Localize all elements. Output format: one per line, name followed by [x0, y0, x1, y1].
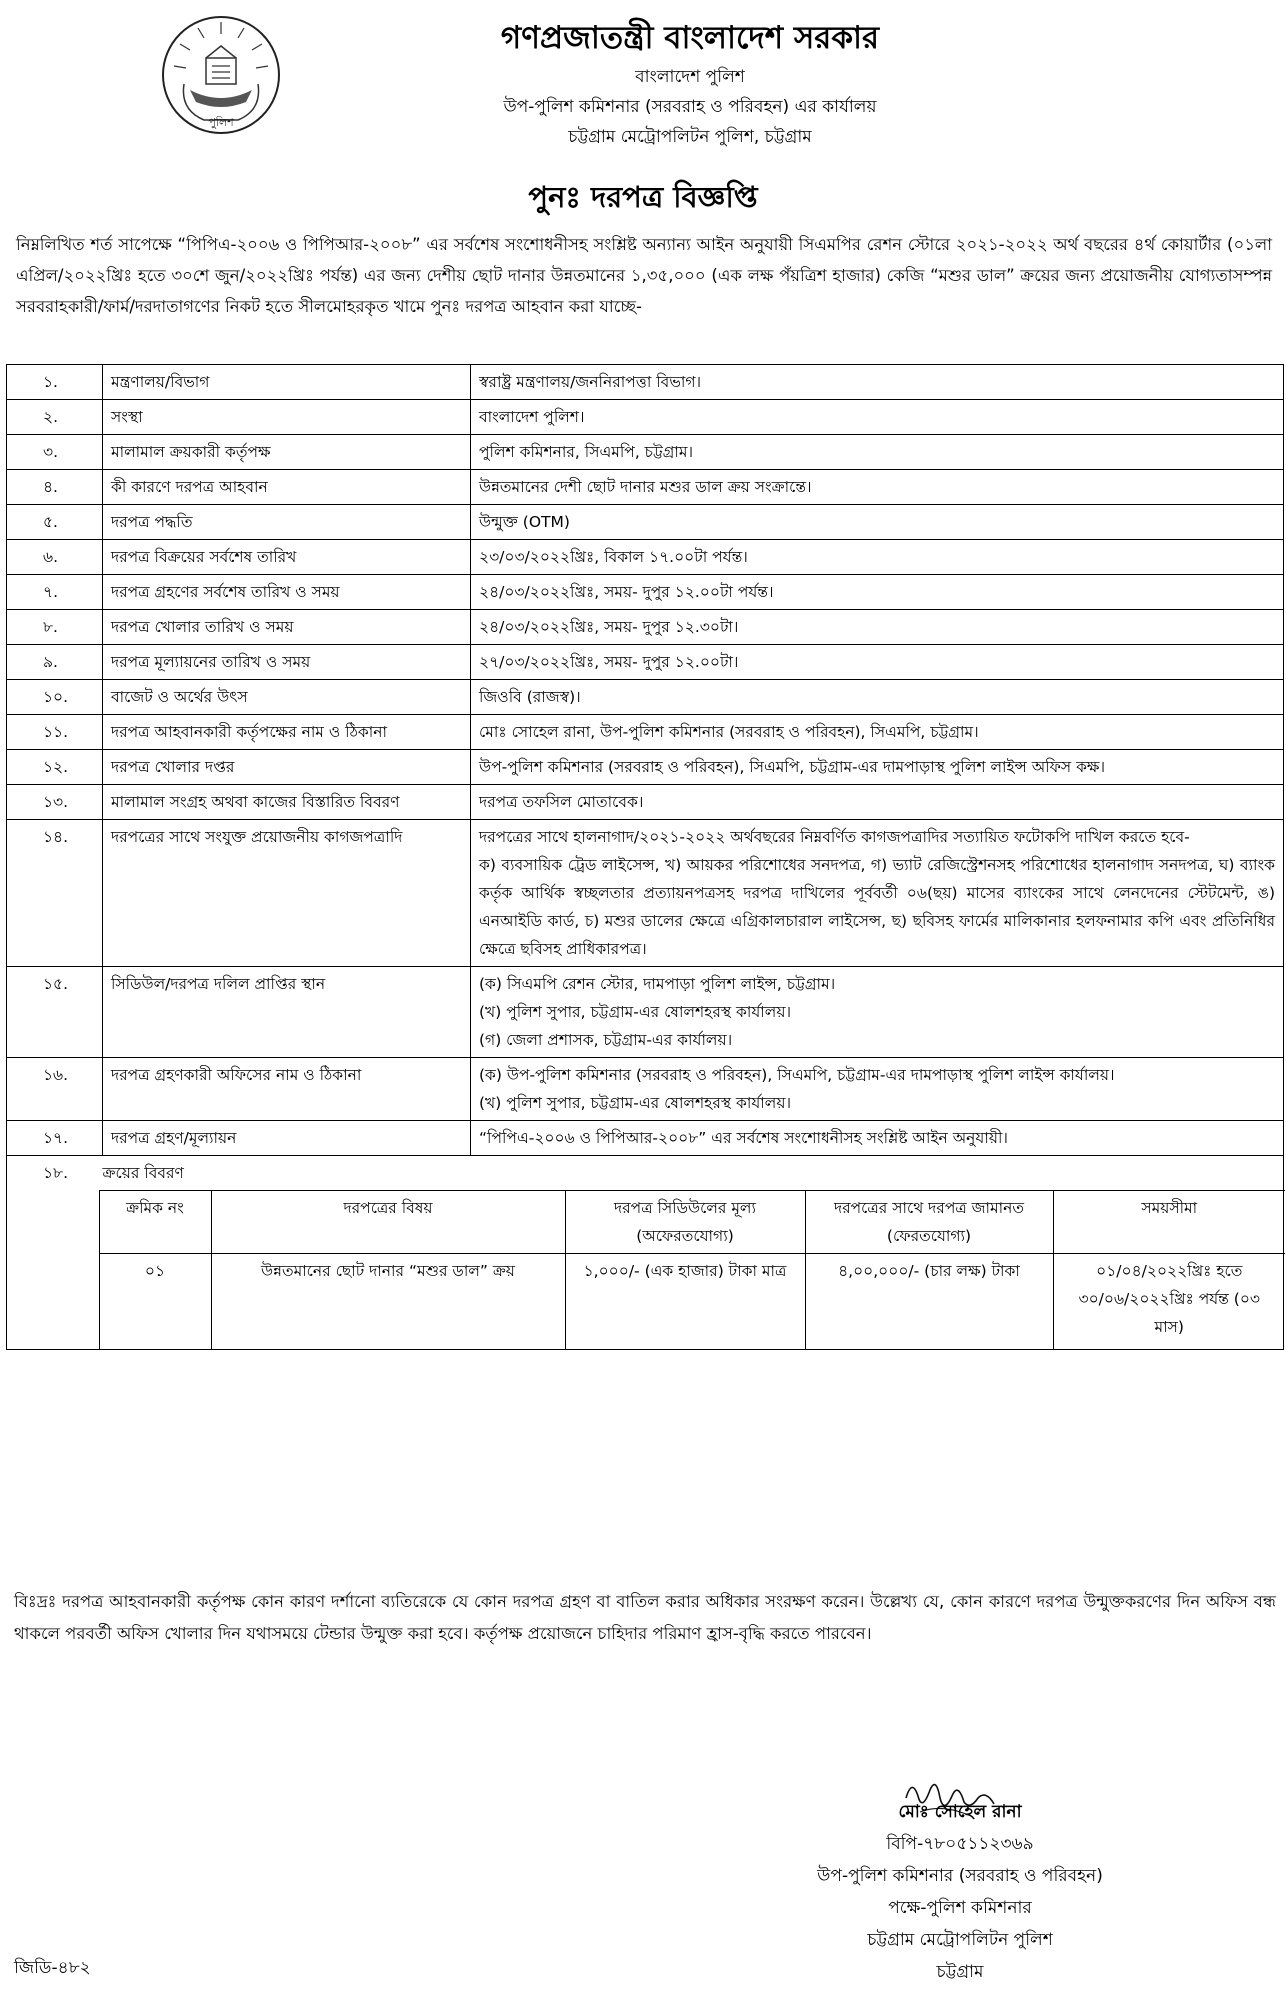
row-item: দরপত্রের সাথে সংযুক্ত প্রয়োজনীয় কাগজপত্রাদি	[103, 820, 471, 967]
svg-text:পুলিশ: পুলিশ	[208, 116, 234, 129]
row-value	[471, 680, 1284, 715]
table-row	[7, 785, 1284, 820]
row-value	[471, 750, 1284, 785]
row-value-line: (গ) জেলা প্রশাসক, চট্টগ্রাম-এর কার্যালয়।	[479, 1031, 733, 1049]
table-row	[7, 750, 1284, 785]
row-value	[471, 400, 1284, 435]
row-item: দরপত্র বিক্রয়ের সর্বশেষ তারিখ	[103, 540, 471, 575]
letterhead	[300, 14, 1080, 152]
memo-number: জিডি-৪৮২	[14, 1958, 91, 1978]
row-value-line: (খ) পুলিশ সুপার, চট্টগ্রাম-এর ষোলশহরস্থ কার্যালয়।	[479, 1003, 792, 1021]
location-line: চট্টগ্রাম মেট্রোপলিটন পুলিশ, চট্টগ্রাম	[568, 127, 812, 147]
signatory-designation: উপ-পুলিশ কমিশনার (সরবরাহ ও পরিবহন)	[817, 1866, 1103, 1886]
police-seal-logo	[160, 14, 282, 136]
notice-title: পুনঃ দরপত্র বিজ্ঞপ্তি	[528, 180, 758, 214]
purchase-cell: ০১	[99, 1254, 211, 1350]
table-row	[7, 540, 1284, 575]
row-value-line: মোঃ সোহেল রানা, উপ-পুলিশ কমিশনার (সরবরাহ ও পরিবহন), সিএমপি, চট্টগ্রাম।	[479, 723, 979, 741]
row-serial: ১৬.	[7, 1058, 103, 1121]
table-row	[7, 470, 1284, 505]
row-item: দরপত্র আহবানকারী কর্তৃপক্ষের নাম ও ঠিকানা	[103, 715, 471, 750]
row-value-line: বাংলাদেশ পুলিশ।	[479, 408, 585, 426]
row-value-line: উন্মুক্ত (OTM)	[479, 513, 570, 531]
table-row-purchase	[7, 1156, 1284, 1350]
signatory-unit: চট্টগ্রাম মেট্রোপলিটন পুলিশ	[867, 1930, 1053, 1950]
row-value	[471, 785, 1284, 820]
row-value-line: দরপত্র তফসিল মোতাবেক।	[479, 793, 644, 811]
row-item: দরপত্র গ্রহণের সর্বশেষ তারিখ ও সময়	[103, 575, 471, 610]
row-value-line: স্বরাষ্ট্র মন্ত্রণালয়/জননিরাপত্তা বিভাগ।	[479, 373, 702, 391]
row-serial: ২.	[7, 400, 103, 435]
row-serial: ১০.	[7, 680, 103, 715]
office-line: উপ-পুলিশ কমিশনার (সরবরাহ ও পরিবহন) এর কার্যালয়	[503, 97, 877, 117]
row-value-line: জিওবি (রাজস্ব)।	[479, 688, 581, 706]
signatory-name: মোঃ সোহেল রানা	[898, 1802, 1022, 1822]
signatory-on-behalf: পক্ষে-পুলিশ কমিশনার	[888, 1898, 1032, 1918]
purchase-header-cell: সময়সীমা	[1053, 1191, 1285, 1254]
row-serial: ১৭.	[7, 1121, 103, 1156]
government-title: গণপ্রজাতন্ত্রী বাংলাদেশ সরকার	[500, 20, 880, 56]
row-value-line: “পিপিএ-২০০৬ ও পিপিআর-২০০৮” এর সর্বশেষ সংশোধনীসহ সংশ্লিষ্ট আইন অনুযায়ী।	[479, 1129, 1008, 1147]
row-value-line: ২৭/০৩/২০২২খ্রিঃ, সময়- দুপুর ১২.০০টা।	[479, 653, 739, 671]
row-item: মালামাল সংগ্রহ অথবা কাজের বিস্তারিত বিবরণ	[103, 785, 471, 820]
row-item: দরপত্র মূল্যায়নের তারিখ ও সময়	[103, 645, 471, 680]
signatory-bp: বিপি-৭৮০৫১১২৩৬৯	[886, 1834, 1034, 1854]
row-value	[471, 610, 1284, 645]
row-value-line: (খ) পুলিশ সুপার, চট্টগ্রাম-এর ষোলশহরস্থ কার্যালয়।	[479, 1094, 792, 1112]
row-item: দরপত্র খোলার দপ্তর	[103, 750, 471, 785]
table-row	[7, 645, 1284, 680]
row-value	[471, 470, 1284, 505]
intro-paragraph: নিম্নলিখিত শর্ত সাপেক্ষে “পিপিএ-২০০৬ ও পিপিআর-২০০৮” এর সর্বশেষ সংশোধনীসহ সংশ্লিষ্ট অন্যান্য আইন অনুযায়ী সিএমপির রেশন স্টোরে ২০২১-২০২২ অর্থ বছরের ৪র্থ কোয়ার্টার (০১লা এপ্রিল/২০২২খ্রিঃ হতে ৩০শে জুন/২০২২খ্রিঃ পর্যন্ত) এর জন্য দেশীয় ছোট দানার উন্নতমানের ১,৩৫,০০০ (এক লক্ষ পঁয়ত্রিশ হাজার) কেজি “মশুর ডাল” ক্রয়ের জন্য প্রয়োজনীয় যোগ্যতাসম্পন্ন সরবরাহকারী/ফার্ম/দরদাতাগণের নিকট হতে সীলমোহরকৃত খামে পুনঃ দরপত্র আহবান করা যাচ্ছে-	[16, 235, 1272, 316]
table-row	[7, 967, 1284, 1058]
row-value-line: ২৪/০৩/২০২২খ্রিঃ, সময়- দুপুর ১২.৩০টা।	[479, 618, 739, 636]
purchase-header-cell: দরপত্রের সাথে দরপত্র জামানত (ফেরতযোগ্য)	[805, 1191, 1053, 1254]
row-serial: ৩.	[7, 435, 103, 470]
row-value-line: (ক) উপ-পুলিশ কমিশনার (সরবরাহ ও পরিবহন), সিএমপি, চট্টগ্রাম-এর দামপাড়াস্থ পুলিশ লাইন্স কার্যালয়।	[479, 1066, 1115, 1084]
row-serial: ৫.	[7, 505, 103, 540]
row-serial: ৪.	[7, 470, 103, 505]
table-row	[7, 610, 1284, 645]
department-line: বাংলাদেশ পুলিশ	[635, 67, 745, 87]
row-item: মন্ত্রণালয়/বিভাগ	[103, 365, 471, 400]
footnote: বিঃদ্রঃ দরপত্র আহবানকারী কর্তৃপক্ষ কোন কারণ দর্শানো ব্যতিরেকে যে কোন দরপত্র গ্রহণ বা বাতিল করার অধিকার সংরক্ষণ করেন। উল্লেখ্য যে, কোন কারণে দরপত্র উন্মুক্তকরণের দিন অফিস বন্ধ থাকলে পরবর্তী অফিস খোলার দিন যথাসময়ে টেন্ডার উন্মুক্ত করা হবে। কর্তৃপক্ষ প্রয়োজনে চাহিদার পরিমাণ হ্রাস-বৃদ্ধি করতে পারবেন।	[14, 1592, 1277, 1643]
row-item: দরপত্র খোলার তারিখ ও সময়	[103, 610, 471, 645]
row-serial: ১.	[7, 365, 103, 400]
table-row	[7, 820, 1284, 967]
row-item: দরপত্র পদ্ধতি	[103, 505, 471, 540]
purchase-row	[99, 1254, 1285, 1350]
purchase-header-cell: ক্রমিক নং	[99, 1191, 211, 1254]
row-value	[471, 505, 1284, 540]
row-serial: ১২.	[7, 750, 103, 785]
signatory-city: চট্টগ্রাম	[936, 1962, 984, 1982]
row-item: দরপত্র গ্রহণ/মূল্যায়ন	[103, 1121, 471, 1156]
row-serial: ৮.	[7, 610, 103, 645]
row-value	[471, 645, 1284, 680]
row-serial: ১৪.	[7, 820, 103, 967]
table-row	[7, 1121, 1284, 1156]
table-row	[7, 575, 1284, 610]
row-value-line: ২৪/০৩/২০২২খ্রিঃ, সময়- দুপুর ১২.০০টা পর্যন্ত।	[479, 583, 774, 601]
tender-details-table	[6, 364, 1284, 1350]
row-value-line: ক) ব্যবসায়িক ট্রেড লাইসেন্স, খ) আয়কর পরিশোধের সনদপত্র, গ) ভ্যাট রেজিস্ট্রেশনসহ পরিশোধের হালনাগাদ সনদপত্র, ঘ) ব্যাংক কর্তৃক আর্থিক স্বচ্ছলতার প্রত্যায়নপত্রসহ দরপত্র দাখিলের পূর্ববর্তী ০৬(ছয়) মাসের ব্যাংকের সাথে লেনদেনের স্টেটমেন্ট, ঙ) এনআইডি কার্ড, চ) মশুর ডালের ক্ষেত্রে এগ্রিকালচারাল লাইসেন্স, ছ) ছবিসহ ফার্মের মালিকানার হলফনামার কপি এবং প্রতিনিধির ক্ষেত্রে ছবিসহ প্রাধিকারপত্র।	[479, 856, 1275, 958]
row-serial: ৭.	[7, 575, 103, 610]
purchase-details	[103, 1156, 1284, 1350]
row-serial: ৬.	[7, 540, 103, 575]
purchase-cell: ০১/০৪/২০২২খ্রিঃ হতে ৩০/০৬/২০২২খ্রিঃ পর্যন্ত (০৩ মাস)	[1053, 1254, 1285, 1350]
row-item: সিডিউল/দরপত্র দলিল প্রাপ্তির স্থান	[103, 967, 471, 1058]
row-value-line: উপ-পুলিশ কমিশনার (সরবরাহ ও পরিবহন), সিএমপি, চট্টগ্রাম-এর দামপাড়াস্থ পুলিশ লাইন্স অফিস কক্ষ।	[479, 758, 1106, 776]
row-serial: ১৫.	[7, 967, 103, 1058]
row-item: বাজেট ও অর্থের উৎস	[103, 680, 471, 715]
purchase-header-cell: দরপত্র সিডিউলের মূল্য (অফেরতযোগ্য)	[565, 1191, 805, 1254]
row-item: মালামাল ক্রয়কারী কর্তৃপক্ষ	[103, 435, 471, 470]
table-row	[7, 435, 1284, 470]
row-value	[471, 575, 1284, 610]
row-serial: ১১.	[7, 715, 103, 750]
row-item: সংস্থা	[103, 400, 471, 435]
purchase-header-cell: দরপত্রের বিষয়	[211, 1191, 565, 1254]
purchase-caption: ক্রয়ের বিবরণ	[102, 1164, 184, 1182]
row-item: দরপত্র গ্রহণকারী অফিসের নাম ও ঠিকানা	[103, 1058, 471, 1121]
purchase-table	[99, 1190, 1286, 1349]
row-serial: ১৩.	[7, 785, 103, 820]
table-row	[7, 505, 1284, 540]
row-value-line: উন্নতমানের দেশী ছোট দানার মশুর ডাল ক্রয় সংক্রান্তে।	[479, 478, 812, 496]
purchase-cell: উন্নতমানের ছোট দানার “মশুর ডাল” ক্রয়	[211, 1254, 565, 1350]
row-value-line: (ক) সিএমপি রেশন স্টোর, দামপাড়া পুলিশ লাইন্স, চট্টগ্রাম।	[479, 975, 836, 993]
table-row	[7, 1058, 1284, 1121]
row-value	[471, 967, 1284, 1058]
table-row	[7, 365, 1284, 400]
row-value-line: পুলিশ কমিশনার, সিএমপি, চট্টগ্রাম।	[479, 443, 694, 461]
purchase-cell: ১,০০০/- (এক হাজার) টাকা মাত্র	[565, 1254, 805, 1350]
purchase-cell: ৪,০০,০০০/- (চার লক্ষ) টাকা	[805, 1254, 1053, 1350]
row-value	[471, 435, 1284, 470]
signature-block	[720, 1796, 1200, 1988]
row-value	[471, 365, 1284, 400]
row-value	[471, 1121, 1284, 1156]
row-value	[471, 715, 1284, 750]
row-value-line: দরপত্রের সাথে হালনাগাদ/২০২১-২০২২ অর্থবছরের নিম্নবর্ণিত কাগজপত্রাদির সত্যায়িত ফটোকপি দাখিল করতে হবে-	[479, 828, 1190, 846]
row-value-line: ২৩/০৩/২০২২খ্রিঃ, বিকাল ১৭.০০টা পর্যন্ত।	[479, 548, 748, 566]
table-row	[7, 680, 1284, 715]
row-serial: ৯.	[7, 645, 103, 680]
row-value	[471, 820, 1284, 967]
row-item: কী কারণে দরপত্র আহবান	[103, 470, 471, 505]
row-value	[471, 1058, 1284, 1121]
table-row	[7, 715, 1284, 750]
row-value	[471, 540, 1284, 575]
table-row	[7, 400, 1284, 435]
row-serial: ১৮.	[7, 1156, 103, 1350]
